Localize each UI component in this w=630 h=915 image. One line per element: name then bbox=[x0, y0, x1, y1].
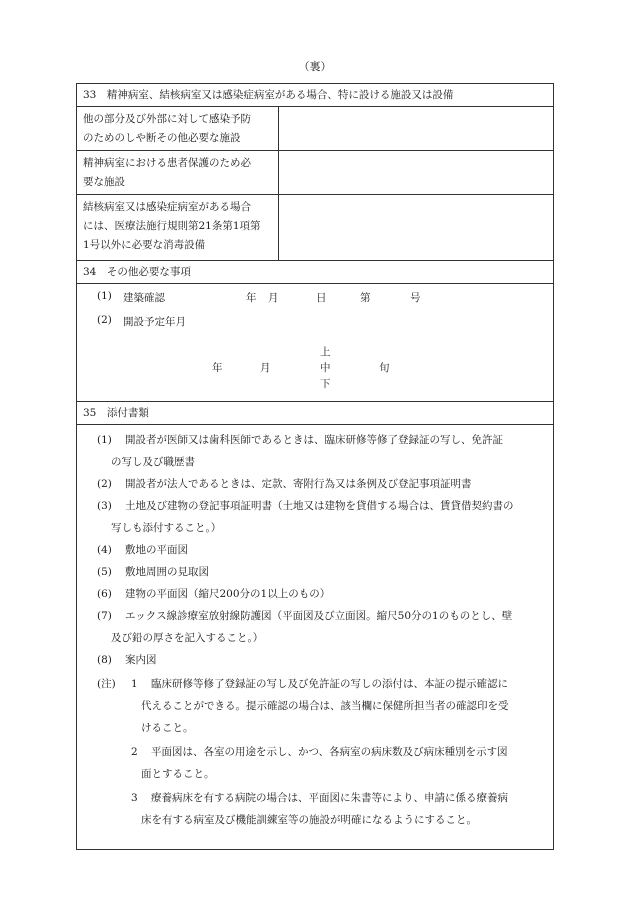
note-item: 3 療養病床を有する病院の場合は、平面図に朱書等により、申請に係る療養病 床を有する病室及び機能訓練室等の施設が明確になるようにすること。 bbox=[131, 792, 508, 826]
section-33-heading: 33 精神病室、結核病室又は感染症病室がある場合、特に設ける施設又は設備 bbox=[77, 84, 553, 107]
building-confirm-dai: 第 bbox=[360, 292, 371, 304]
jun-lower: 下 bbox=[320, 378, 331, 390]
jun-middle: 中 bbox=[320, 362, 331, 374]
note-item: (注) 1 臨床研修等修了登録証の写し及び免許証の写しの添付は、本証の提示確認に 代えることができる。提示確認の場合は、該当欄に保健所担当者の確認印を受 けること。 bbox=[97, 673, 542, 739]
attachment-item: (1) 開設者が医師又は歯科医師であるときは、臨床研修等修了登録証の写し、免許証 の写し及び職歴書 bbox=[97, 434, 503, 468]
sec33-row-value[interactable] bbox=[279, 195, 553, 260]
building-confirm-year: 年 bbox=[246, 292, 257, 304]
section-34-heading: 34 その他必要な事項 bbox=[77, 261, 553, 284]
section-35-body bbox=[77, 425, 553, 849]
notes-label: (注) bbox=[97, 678, 116, 690]
building-confirm-go: 号 bbox=[410, 292, 421, 304]
planned-open-label: 開設予定年月 bbox=[123, 316, 186, 328]
sec33-row-infection-prevention bbox=[77, 107, 553, 151]
note-item: 2 平面図は、各室の用途を示し、かつ、各病室の病床数及び病床種別を示す図 面とすること。 bbox=[131, 746, 508, 780]
planned-open-year: 年 bbox=[212, 362, 223, 374]
sec33-row-label: 他の部分及び外部に対して感染予防 のためのしや断その他必要な施設 bbox=[77, 107, 279, 150]
building-confirm-day: 日 bbox=[316, 292, 327, 304]
application-form-back bbox=[76, 83, 554, 850]
sec33-row-value[interactable] bbox=[279, 151, 553, 194]
attachment-item: (8) 案内図 bbox=[97, 654, 157, 666]
sec33-row-label: 精神病室における患者保護のため必 要な施設 bbox=[77, 151, 279, 194]
attachment-item: (2) 開設者が法人であるときは、定款、寄附行為又は条例及び登記事項証明書 bbox=[97, 478, 472, 490]
sec33-row-label: 結核病室又は感染症病室がある場合 には、医療法施行規則第21条第1項第 1号以外に必要な消毒設備 bbox=[77, 195, 279, 260]
sec33-row-value[interactable] bbox=[279, 107, 553, 150]
page-side-label: （裏） bbox=[298, 60, 332, 73]
attachment-item: (6) 建物の平面図（縮尺200分の1以上のもの） bbox=[97, 588, 331, 600]
attachment-item: (4) 敷地の平面図 bbox=[97, 544, 188, 556]
sec33-row-psychiatric-protection bbox=[77, 151, 553, 195]
planned-open-num: (2) bbox=[97, 314, 112, 326]
attachment-item: (3) 土地及び建物の登記事項証明書（土地又は建物を貸借する場合は、賃貸借契約書の 写しも添付すること。） bbox=[97, 500, 514, 534]
building-confirm-label: 建築確認 bbox=[123, 292, 165, 304]
section-34-body bbox=[77, 284, 553, 402]
sec33-row-disinfection bbox=[77, 195, 553, 261]
attachment-item: (7) エックス線診療室放射線防護図（平面図及び立面図。縮尺50分の1のものとし、壁 及び鉛の厚さを記入すること。） bbox=[97, 610, 513, 644]
planned-open-jun: 旬 bbox=[379, 362, 390, 374]
jun-upper: 上 bbox=[320, 346, 331, 358]
building-confirm-num: (1) bbox=[97, 290, 112, 302]
planned-open-month: 月 bbox=[260, 362, 271, 374]
building-confirm-month: 月 bbox=[268, 292, 279, 304]
attachment-item: (5) 敷地周囲の見取図 bbox=[97, 566, 209, 578]
section-35-heading: 35 添付書類 bbox=[77, 402, 553, 425]
